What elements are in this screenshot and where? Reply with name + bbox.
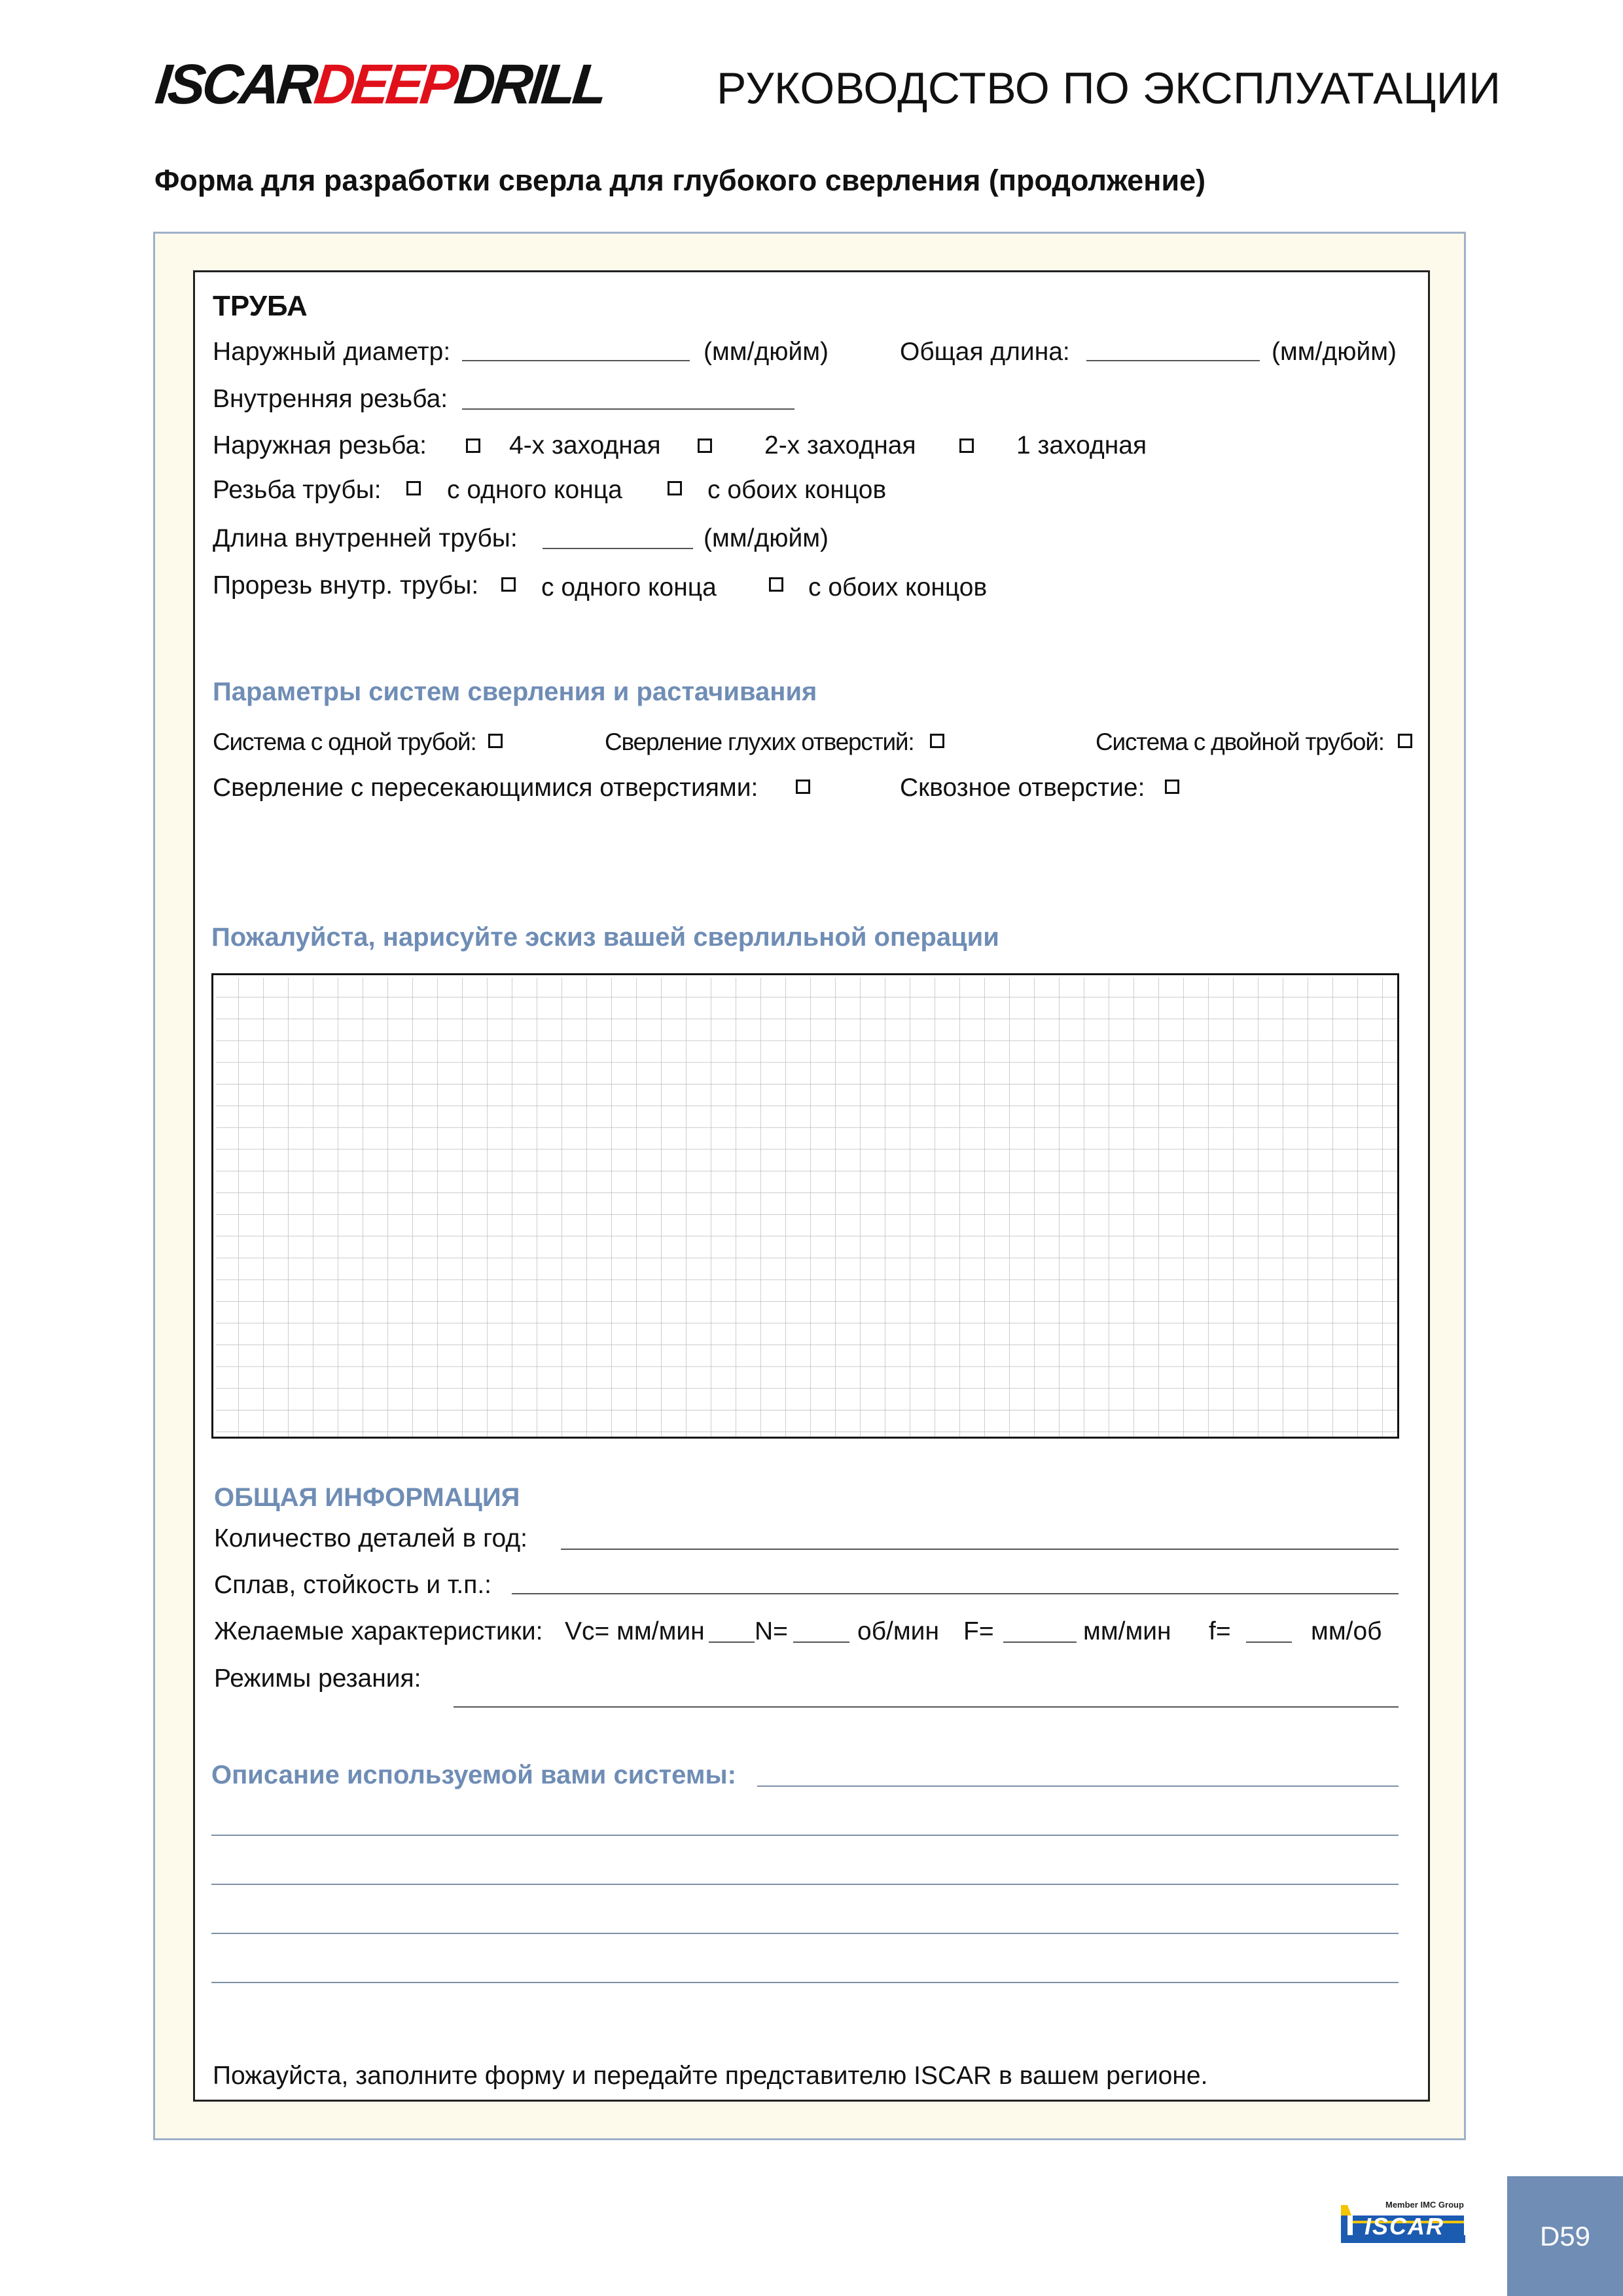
f-upper-label: F= <box>963 1617 994 1645</box>
outer-thread-4-label: 4-х заходная <box>509 431 661 459</box>
pipe-thread-both-ends-label: с обоих концов <box>707 476 887 504</box>
logo-deep: DEEP <box>311 53 458 116</box>
description-heading: Описание используемой вами системы: <box>211 1761 736 1789</box>
intersecting-holes-checkbox[interactable] <box>796 780 810 794</box>
slot-one-end-label: с одного конца <box>541 573 717 601</box>
description-line-5[interactable] <box>211 1982 1399 1983</box>
f-lower-label: f= <box>1209 1617 1231 1645</box>
mm-min-unit: мм/мин <box>1083 1617 1171 1645</box>
inner-pipe-slot-label: Прорезь внутр. трубы: <box>213 571 479 600</box>
slot-both-ends-label: с обоих концов <box>808 573 988 601</box>
document-title: РУКОВОДСТВО ПО ЭКСПЛУАТАЦИИ <box>717 63 1501 113</box>
blind-hole-checkbox[interactable] <box>930 734 944 748</box>
inner-pipe-length-label: Длина внутренней трубы: <box>213 524 518 552</box>
outer-thread-2-label: 2-х заходная <box>764 431 916 459</box>
description-line-4[interactable] <box>211 1933 1399 1934</box>
alloy-label: Сплав, стойкость и т.п.: <box>214 1571 492 1599</box>
through-hole-checkbox[interactable] <box>1165 780 1179 794</box>
systems-heading: Параметры систем сверления и растачивания <box>213 677 817 706</box>
outer-diameter-label: Наружный диаметр: <box>213 338 451 366</box>
iscar-brand-text: ISCAR <box>1364 2213 1445 2240</box>
qty-label: Количество деталей в год: <box>214 1524 527 1552</box>
single-tube-label: Система с одной трубой: <box>213 728 476 755</box>
blind-hole-label: Сверление глухих отверстий: <box>605 728 914 755</box>
total-length-label: Общая длина: <box>900 338 1070 366</box>
f-upper-field[interactable] <box>1003 1641 1077 1643</box>
intersecting-holes-label: Сверление с пересекающимися отверстиями: <box>213 774 758 802</box>
outer-thread-label: Наружная резьба: <box>213 431 427 459</box>
outer-thread-1-label: 1 заходная <box>1016 431 1147 459</box>
cutting-modes-label: Режимы резания: <box>214 1664 421 1693</box>
n-label: N= <box>755 1617 788 1645</box>
grid-lines <box>213 975 1397 1437</box>
slot-one-end-checkbox[interactable] <box>501 577 516 592</box>
pipe-thread-one-end-label: с одного конца <box>447 476 622 504</box>
f-lower-field[interactable] <box>1246 1641 1292 1643</box>
outer-diameter-field[interactable] <box>462 360 690 361</box>
alloy-field[interactable] <box>512 1593 1399 1594</box>
inner-thread-field[interactable] <box>462 408 794 410</box>
logo-iscar: ISCAR <box>152 53 318 116</box>
description-line-1[interactable] <box>757 1785 1399 1787</box>
slot-both-ends-checkbox[interactable] <box>769 577 783 592</box>
outer-diameter-unit: (мм/дюйм) <box>704 338 829 366</box>
outer-thread-4-checkbox[interactable] <box>466 439 480 453</box>
pipe-heading: ТРУБА <box>213 290 308 322</box>
iscar-deepdrill-logo <box>152 54 607 116</box>
description-line-2[interactable] <box>211 1835 1399 1836</box>
single-tube-checkbox[interactable] <box>488 734 503 748</box>
vc-label: Vc= мм/мин <box>565 1617 705 1645</box>
mm-rev-unit: мм/об <box>1311 1617 1382 1645</box>
member-text: Member IMC Group <box>1385 2200 1464 2210</box>
footer-note: Пожауйста, заполните форму и передайте представителю ISCAR в вашем регионе. <box>213 2062 1208 2090</box>
through-hole-label: Сквозное отверстие: <box>900 774 1145 802</box>
rpm-unit: об/мин <box>857 1617 939 1645</box>
logo-drill: DRILL <box>451 53 608 116</box>
inner-thread-label: Внутренняя резьба: <box>213 385 448 413</box>
outer-thread-1-checkbox[interactable] <box>959 439 974 453</box>
pipe-thread-label: Резьба трубы: <box>213 476 382 504</box>
desired-label: Желаемые характеристики: <box>214 1617 543 1645</box>
total-length-field[interactable] <box>1086 360 1260 361</box>
vc-field[interactable] <box>709 1641 755 1643</box>
sketch-grid[interactable] <box>211 973 1399 1439</box>
page-number: D59 <box>1507 2176 1623 2296</box>
iscar-member-logo <box>1338 2196 1469 2253</box>
pipe-thread-one-end-checkbox[interactable] <box>406 481 421 495</box>
double-tube-label: Система с двойной трубой: <box>1096 728 1384 755</box>
outer-thread-2-checkbox[interactable] <box>698 439 712 453</box>
description-line-3[interactable] <box>211 1884 1399 1885</box>
pipe-thread-both-ends-checkbox[interactable] <box>668 481 682 495</box>
double-tube-checkbox[interactable] <box>1398 734 1412 748</box>
total-length-unit: (мм/дюйм) <box>1272 338 1397 366</box>
general-info-heading: ОБЩАЯ ИНФОРМАЦИЯ <box>214 1483 520 1512</box>
inner-pipe-length-unit: (мм/дюйм) <box>704 524 829 552</box>
cutting-modes-field[interactable] <box>454 1706 1399 1708</box>
qty-field[interactable] <box>561 1549 1399 1550</box>
n-field[interactable] <box>793 1641 849 1643</box>
form-title: Форма для разработки сверла для глубокого сверления (продолжение) <box>154 164 1206 197</box>
inner-pipe-length-field[interactable] <box>543 548 693 549</box>
sketch-heading: Пожалуйста, нарисуйте эскиз вашей сверлильной операции <box>211 923 999 952</box>
